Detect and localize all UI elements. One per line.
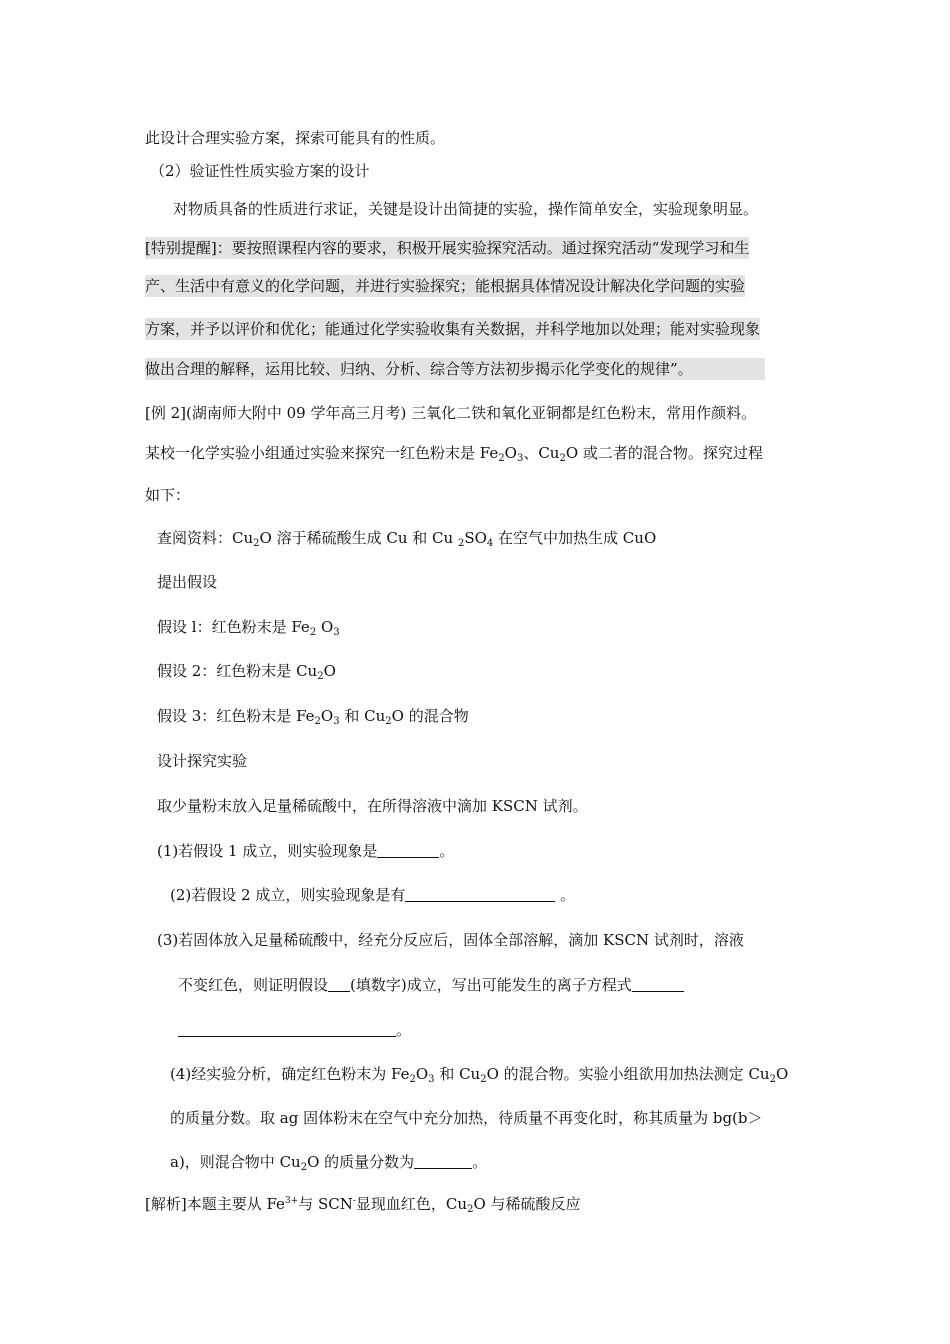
question-4	[170, 1151, 487, 1173]
subscript: 2	[253, 538, 260, 549]
subscript: 2	[498, 453, 505, 464]
text-run: O 与稀硫酸反应	[473, 1195, 581, 1213]
tip-line: [特别提醒]：要按照课程内容的要求，积极开展实验探究活动。通过探究活动“发现学习和生	[145, 239, 750, 257]
text-run: O 的混合物。实验小组欲用加热法测定 Cu	[486, 1065, 770, 1083]
text-run: O 的混合物	[391, 707, 469, 725]
text-run: 不变红色，则证明假设	[178, 976, 329, 994]
subscript: 2	[480, 1074, 487, 1085]
text-run: 。	[555, 886, 576, 904]
subscript: 3	[333, 716, 340, 727]
text-run: 与 SCN	[298, 1195, 353, 1213]
subscript: 3	[428, 1074, 435, 1085]
text-run: O 溶于稀硫酸生成 Cu 和 Cu	[259, 529, 458, 547]
text-line	[157, 616, 340, 638]
answer-blank	[632, 976, 684, 992]
subscript: 3	[333, 627, 340, 638]
text-line	[157, 527, 656, 549]
question-3	[178, 1019, 411, 1041]
analysis-line	[145, 1193, 581, 1215]
text-run: (4)经实验分析，确定红色粉末为 Fe	[170, 1065, 410, 1083]
text-line: 此设计合理实验方案，探索可能具有的性质。	[145, 129, 446, 147]
question-1	[157, 840, 454, 862]
tip-line: 做出合理的解释，运用比较、归纳、分析、综合等方法初步揭示化学变化的规律”。	[145, 358, 765, 380]
text-run: 查阅资料：Cu	[157, 529, 254, 547]
text-run: 在空气中加热生成 CuO	[493, 529, 657, 547]
answer-blank	[405, 886, 555, 902]
answer-blank	[414, 1153, 472, 1169]
subscript: 2	[314, 716, 321, 727]
subscript: 2	[409, 1074, 416, 1085]
example-heading: [例 2](湖南师大附中 09 学年高三月考) 三氧化二铁和氧化亚铜都是红色粉末，常用作颜料。	[145, 404, 757, 422]
text-line: 对物质具备的性质进行求证，关键是设计出简捷的实验，操作简单安全，实验现象明显。	[173, 200, 759, 218]
superscript: 3+	[284, 1196, 299, 1206]
text-line: 取少量粉末放入足量稀硫酸中，在所得溶液中滴加 KSCN 试剂。	[157, 797, 588, 815]
text-run: O	[775, 1065, 789, 1083]
subscript: 4	[486, 538, 494, 549]
text-run: 、Cu	[523, 444, 560, 462]
question-4	[170, 1063, 788, 1085]
text-run: a)，则混合物中 Cu	[170, 1153, 301, 1171]
subscript: 2	[317, 671, 324, 682]
text-line: 提出假设	[157, 573, 218, 591]
text-run: 假设 l：红色粉末是 Fe	[157, 618, 310, 636]
text-run: [解析]本题主要从 Fe	[145, 1195, 285, 1213]
text-run: O	[323, 662, 336, 680]
subscript: 2	[559, 453, 566, 464]
subscript: 2	[309, 627, 317, 638]
subscript: 2	[467, 1204, 474, 1215]
section-heading: （2）验证性性质实验方案的设计	[150, 162, 370, 180]
text-run: 假设 3：红色粉末是 Fe	[157, 707, 315, 725]
question-3	[178, 974, 684, 996]
text-run: O	[320, 707, 334, 725]
text-run: O	[316, 618, 334, 636]
answer-blank	[377, 842, 439, 858]
answer-blank	[178, 1021, 396, 1037]
subscript: 2	[385, 716, 392, 727]
tip-line: 产、生活中有意义的化学问题，并进行实验探究；能根据具体情况设计解决化学问题的实验	[145, 277, 746, 295]
subscript: 2	[769, 1074, 776, 1085]
text-run: 和 Cu	[339, 707, 386, 725]
text-line: 设计探究实验	[157, 752, 248, 770]
text-run: 和 Cu	[434, 1065, 481, 1083]
superscript: -	[352, 1196, 356, 1206]
question-3: (3)若固体放入足量稀硫酸中，经充分反应后，固体全部溶解，滴加 KSCN 试剂时，溶液	[157, 931, 744, 949]
question-2	[170, 884, 575, 906]
text-run: 假设 2：红色粉末是 Cu	[157, 662, 318, 680]
text-run: (1)若假设 1 成立，则实验现象是	[157, 842, 378, 860]
subscript: 3	[516, 453, 524, 464]
text-run: (填数字)成立，写出可能发生的离子方程式	[350, 976, 632, 994]
text-run: (2)若假设 2 成立，则实验现象是有	[170, 886, 406, 904]
text-run: 。	[439, 842, 455, 860]
text-run: O 的质量分数为	[307, 1153, 415, 1171]
text-run: O	[504, 444, 517, 462]
text-run: SO	[464, 529, 487, 547]
subscript: 2	[457, 538, 465, 549]
text-line	[157, 660, 336, 682]
text-line	[145, 442, 763, 464]
text-run: 。	[472, 1153, 488, 1171]
text-run: O 或二者的混合物。探究过程	[565, 444, 763, 462]
text-line: 如下：	[145, 486, 191, 504]
question-4: 的质量分数。取 ag 固体粉末在空气中充分加热，待质量不再变化时，称其质量为 bg(b＞	[170, 1109, 763, 1127]
text-run: 显现血红色，Cu	[355, 1195, 468, 1213]
subscript: 2	[300, 1162, 308, 1173]
text-line	[157, 705, 469, 727]
answer-blank	[328, 976, 350, 992]
text-run: O	[415, 1065, 429, 1083]
tip-line: 方案，并予以评价和优化；能通过化学实验收集有关数据，并科学地加以处理；能对实验现象	[145, 320, 761, 338]
text-run: 。	[396, 1021, 412, 1039]
text-run: 某校一化学实验小组通过实验来探究一红色粉末是 Fe	[145, 444, 499, 462]
